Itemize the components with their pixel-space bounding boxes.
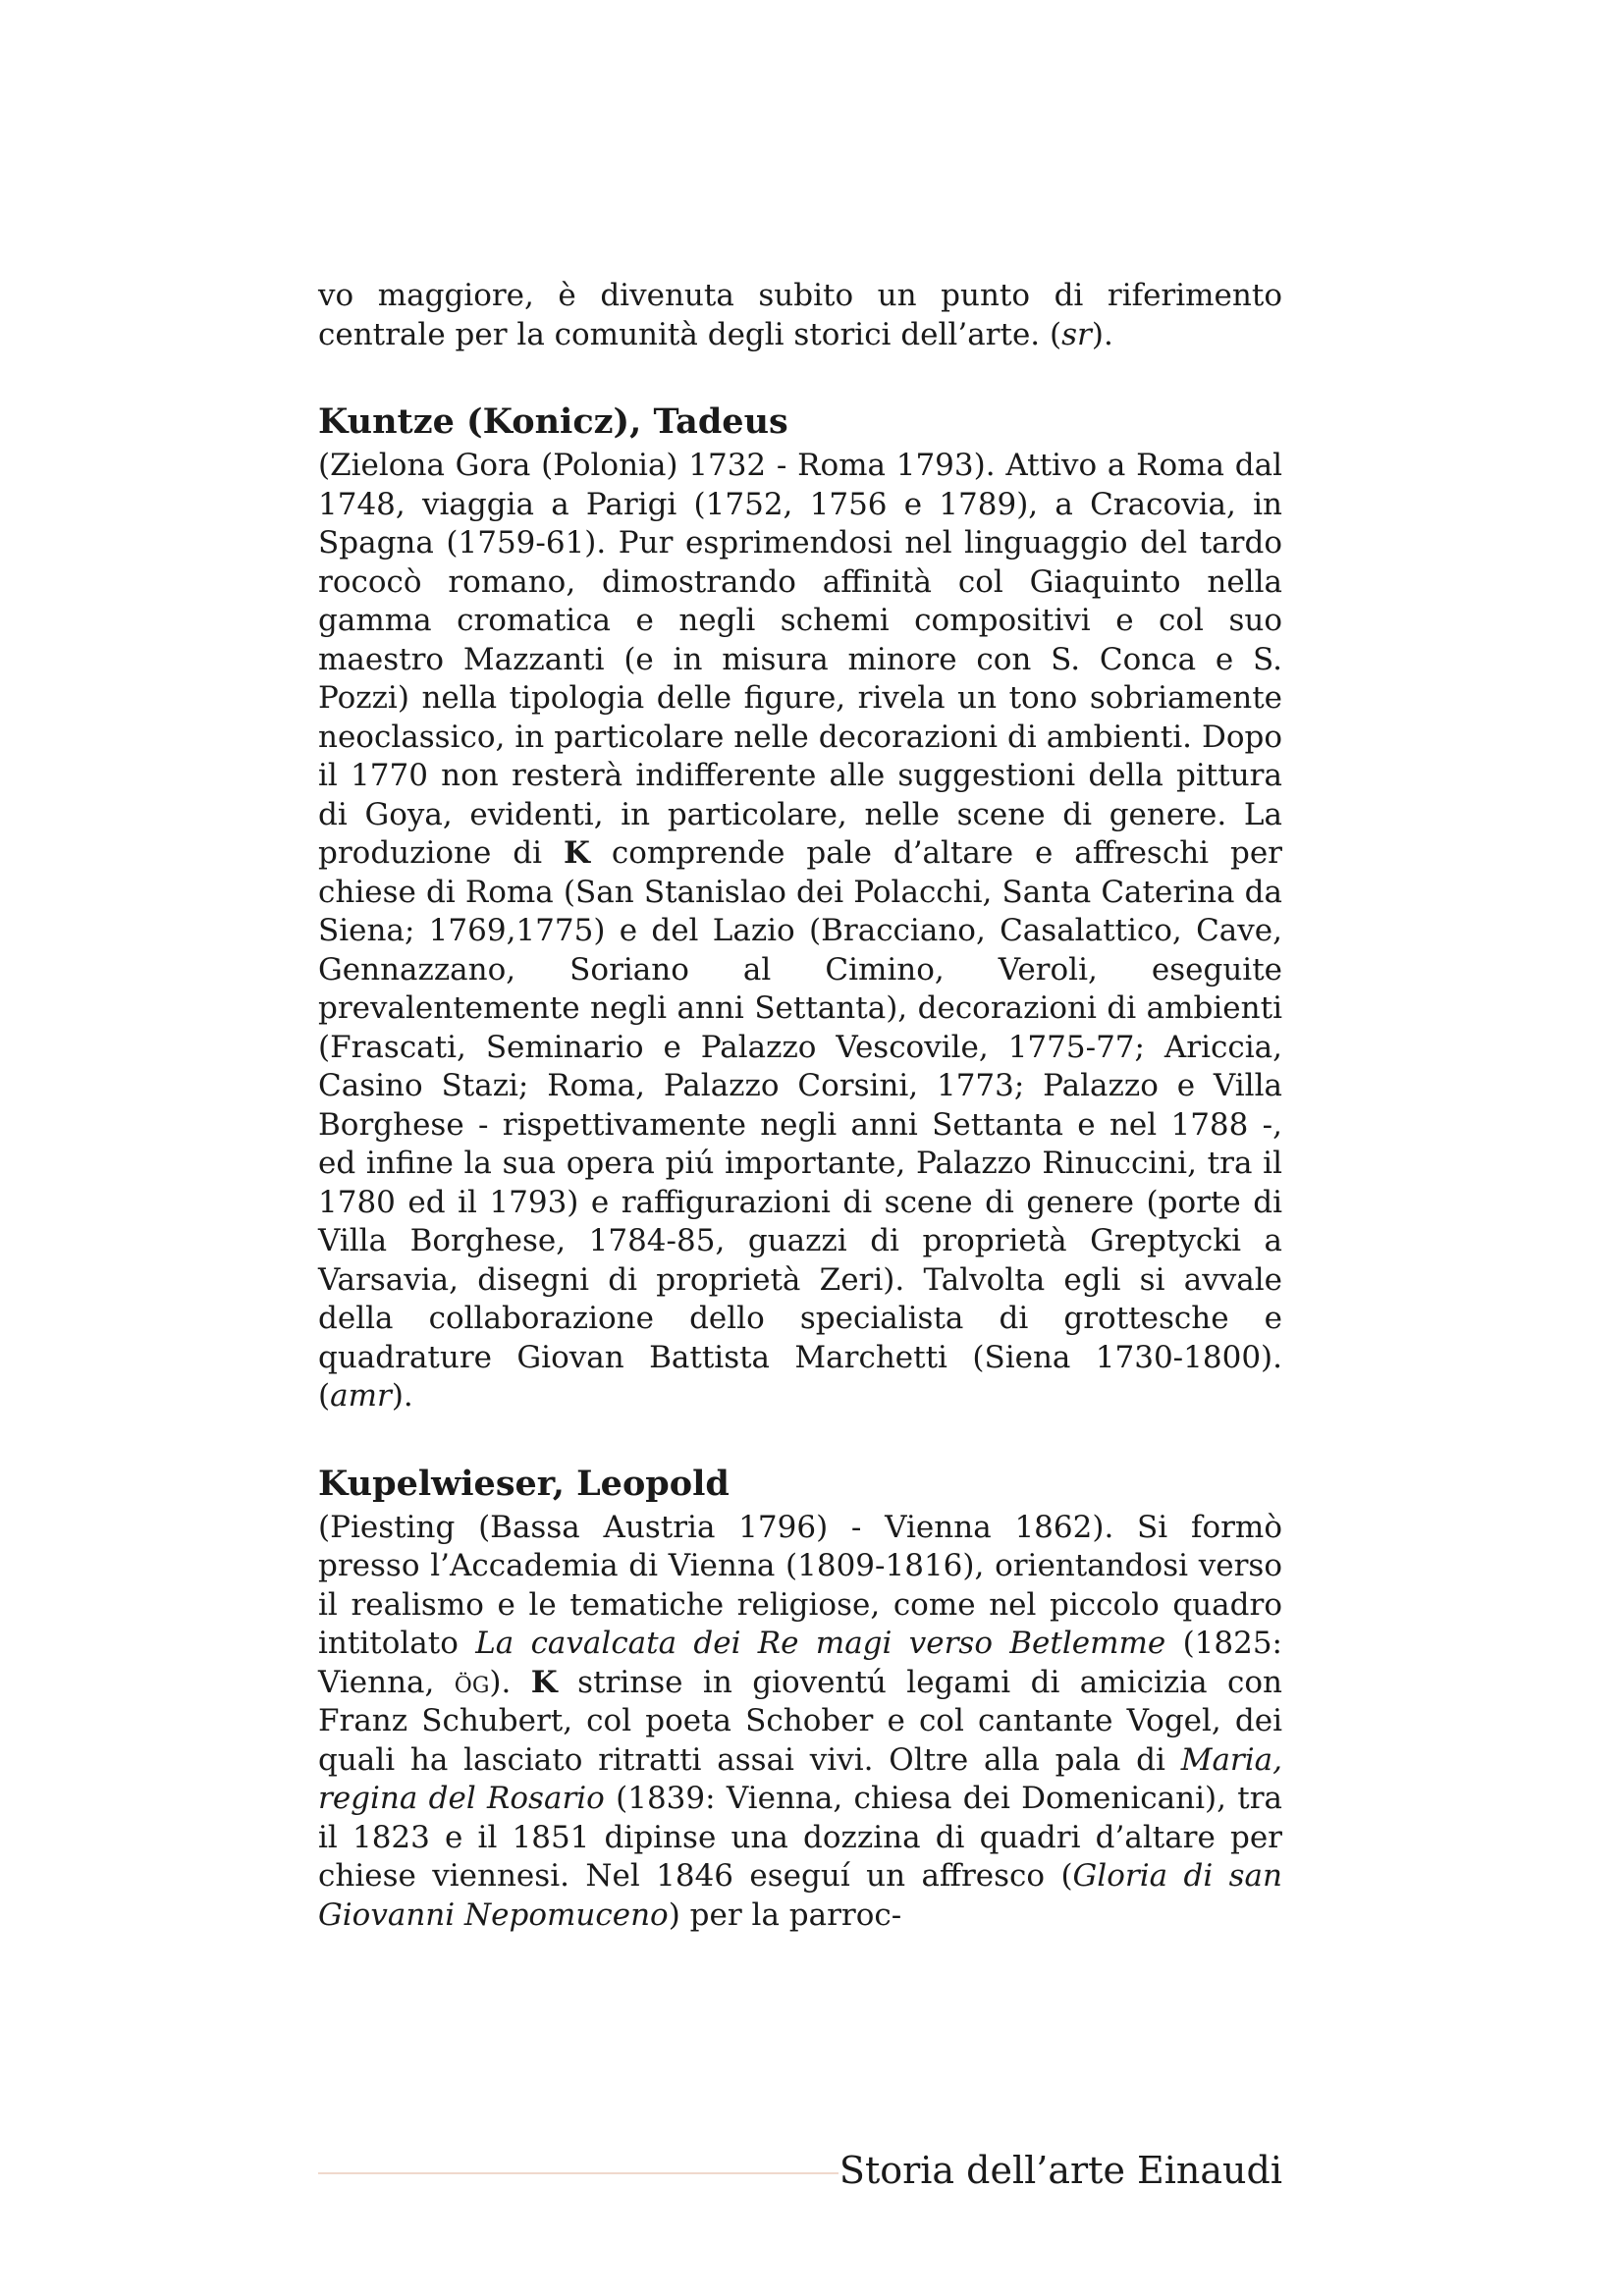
entry-text: ).: [489, 1664, 531, 1700]
entry-initial: K: [563, 835, 590, 871]
page-footer: [318, 2146, 1282, 2195]
intro-author-initials: sr: [1061, 316, 1092, 352]
entry-text: comprende pale d’altare e affreschi per chiese di Roma (San Stanislao dei Polacchi, Santa Caterina da Siena; 1769,1775) e del Lazio (Bracciano, Casalattico, Cave, Gennazzano, Soriano al Cimino, Veroli, eseguite prevalentemente negli anni Settanta), decorazioni di ambienti (Frascati, Seminario e Palazzo Vescovile, 1775-77; Ariccia, Casino Stazi; Roma, Palazzo Corsini, 1773; Palazzo e Villa Borghese - rispettivamente negli anni Settanta e nel 1788 -, ed infine la sua opera piú importante, Palazzo Rinuccini, tra il 1780 ed il 1793) e raffigurazioni di scene di genere (porte di Villa Borghese, 1784-85, guazzi di proprietà Greptycki a Varsavia, disegni di proprietà Zeri). Talvolta egli si avvale della collaborazione dello specialista di grottesche e quadrature Giovan Battista Marchetti (Siena 1730-1800). (: [318, 835, 1283, 1414]
artwork-title: La cavalcata dei Re magi verso Betlemme: [475, 1626, 1166, 1661]
entry-text: (1839: Vienna, chiesa dei Domenicani), tra il 1823 e il 1851 dipinse una dozzina di quadri d’altare per chiese viennesi. Nel 1846 eseguí un affresco (: [318, 1781, 1282, 1894]
artwork-title: Maria, regina del Rosario: [318, 1741, 1282, 1816]
entry-end: ).: [391, 1378, 413, 1414]
intro-text: vo maggiore, è divenuta subito un punto di riferimento centrale per la comunità degli storici dell’arte. (: [318, 278, 1282, 352]
entry-author-initials: amr: [330, 1378, 392, 1414]
footer-rule: [318, 2172, 839, 2174]
intro-end: ).: [1091, 316, 1113, 352]
entry-initial: K: [530, 1664, 558, 1700]
entry-kupelwieser: [318, 1464, 1282, 1936]
intro-paragraph: [318, 277, 1282, 354]
artwork-title: Gloria di san Giovanni Nepomuceno: [318, 1858, 1282, 1933]
entry-text: ) per la parroc-: [668, 1896, 902, 1933]
collection-abbreviation: ög: [454, 1664, 490, 1700]
page-body: [318, 277, 1282, 1935]
entry-text: (Piesting (Bassa Austria 1796) - Vienna 1862). Si formò presso l’Accademia di Vienna (1809-1816), orientandosi verso il realismo e le tematiche religiose, come nel piccolo quadro intitolato: [318, 1509, 1282, 1661]
entry-title: Kuntze (Konicz), Tadeus: [318, 401, 788, 442]
entry-title: Kupelwieser, Leopold: [318, 1463, 730, 1504]
entry-text: (Zielona Gora (Polonia) 1732 - Roma 1793). Attivo a Roma dal 1748, viaggia a Parigi (1752, 1756 e 1789), a Cracovia, in Spagna (1759-61). Pur esprimendosi nel linguaggio del tardo rococò romano, dimostrando affinità col Giaquinto nella gamma cromatica e negli schemi compositivi e col suo maestro Mazzanti (e in misura minore con S. Conca e S. Pozzi) nella tipologia delle figure, rivela un tono sobriamente neoclassico, in particolare nelle decorazioni di ambienti. Dopo il 1770 non resterà indifferente alle suggestioni della pittura di Goya, evidenti, in particolare, nelle scene di genere. La produzione di: [318, 448, 1282, 871]
entry-body: [318, 447, 1282, 1416]
footer-publication-title: Storia dell’arte Einaudi: [839, 2149, 1282, 2192]
entry-kuntze: [318, 401, 1282, 1416]
entry-body: [318, 1509, 1282, 1936]
entry-text: (1825: Vienna,: [318, 1626, 1282, 1700]
entry-text: strinse in gioventú legami di amicizia con Franz Schubert, col poeta Schober e col cantante Vogel, dei quali ha lasciato ritratti assai vivi. Oltre alla pala di: [318, 1664, 1282, 1778]
